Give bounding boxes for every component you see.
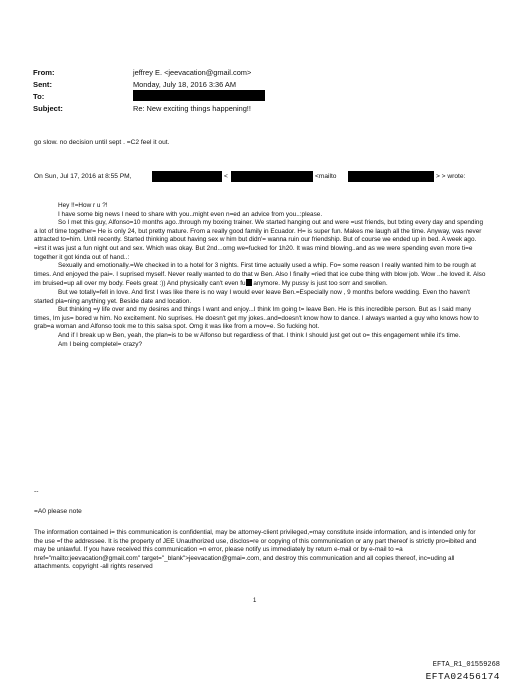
- body-paragraph-2: I have some big news I need to share with you..might even n=ed an advice from you..:please.: [58, 210, 323, 218]
- from-value: jeffrey E. <jeevacation@gmail.com>: [133, 68, 252, 77]
- sent-value: Monday, July 18, 2016 3:36 AM: [133, 80, 236, 89]
- redaction-sender-email: [231, 171, 313, 182]
- efta-stamp-large: EFTA02456174: [425, 671, 500, 682]
- redaction-to: [133, 90, 265, 101]
- signature-dash: --: [34, 488, 39, 495]
- body-paragraph-1: Hey !!=How r u ?!: [58, 202, 108, 209]
- body-paragraph-6: But thinking =y life over and my desires and things I want and enjoy...I think Im going t= leave Ben. He is this incredible person. But as I said many times, Im jus= bored w him. No excitement. No suprises. He doesn't get my jokes..and=doesn't know how to dance. I always wanted a guy who knows how to grab=a woman and Alfonso took me to this salsa spot. Omg it was like from a mov=e. So fucking hot.: [34, 306, 479, 331]
- subject-value: Re: New exciting things happening!!: [133, 104, 251, 113]
- sent-label: Sent:: [33, 80, 52, 89]
- quote-prefix: On Sun, Jul 17, 2016 at 8:55 PM,: [34, 173, 132, 180]
- subject-label: Subject:: [33, 104, 63, 113]
- body-paragraph-8: Am I being completel= crazy?: [58, 340, 143, 348]
- quote-mailto: <mailto: [315, 173, 337, 180]
- body-paragraph-4-text: Sexually and emotionally.=We checked in to a hotel for 3 nights. First time actually used a whip. Fo= some reason I really wanted him to be rough at times. And enjoyed the pai=. I suprised myself. Never really wanted to do that w Ben. Also I finally =ried that ice cube thing with blow job. Wow ..he loved it. Also im bruised=up all over my body. Feels great :)) And physically can't even fu: [34, 262, 486, 288]
- quote-wrote: > > wrote:: [436, 173, 466, 180]
- page-number: 1: [253, 598, 257, 604]
- from-label: From:: [33, 68, 55, 77]
- body-paragraph-4: [34, 262, 486, 289]
- redaction-mailto: [348, 171, 434, 182]
- to-label: To:: [33, 92, 45, 101]
- quoted-message-body: [34, 202, 486, 349]
- body-paragraph-3: So I met this guy, Alfonso=10 months ago..through my boxing trainer. We started hanging out and were =ust friends, but txting every day and spending a lot of time together= He is only 24, but pretty mature. From a really good family in Ecuador. H= is super fun. Makes me laugh all the time. Anyway, was never attracted to=him. Until recently. Started thinking about having sex w him but didn'= wanna ruin our friendship. But of course we ended up in bed. A week ago. =irst it was just a fun night out and sex. Which was okay. But 2nd...omg we=fucked for 1h20. It was mind blowing..and as we were spending even more ti=e together it got kinda out of hand..:: [34, 219, 483, 261]
- quote-lt: <: [224, 173, 228, 180]
- efta-stamp-small: EFTA_R1_01559268: [432, 661, 500, 669]
- body-paragraph-4-tail: anymore. My pussy is just too sorr and swollen.: [251, 280, 388, 288]
- redaction-sender-name: [152, 171, 222, 182]
- please-note: =A0 please note: [34, 508, 82, 515]
- confidentiality-disclaimer: The information contained i= this communication is confidential, may be attorney-client privileged,=may constitute inside information, and is intended only for the use =f the addressee. It is the property of JEE Unauthorized use, disclos=re or copying of this communication or any part thereof is strictly pro=ibited and may be unlawful. If you have received this communication =n error, please notify us immediately by return e-mail or by e-mail to =a href="mailto:jeevacation@gmail.com" target="_blank">jeevacation@gmai=.com, and destroy this communication and all copies thereof, inc=uding all attachments. copyright -all rights reserved: [34, 529, 477, 571]
- reply-line: go slow. no decision until sept . =C2 feel it out.: [34, 139, 170, 146]
- body-paragraph-5: But we totally=fell in love. And first I was like there is no way I would ever leave Ben.=Especially now , 9 months before wedding. Even tho haven't started pla=ning anything yet. Beside date and location.: [34, 288, 470, 305]
- body-paragraph-7: And if I break up w Ben, yeah, the plan=is to be w Alfonso but regardless of that. I think I should just get out o= this engagement while it's time.: [58, 331, 461, 339]
